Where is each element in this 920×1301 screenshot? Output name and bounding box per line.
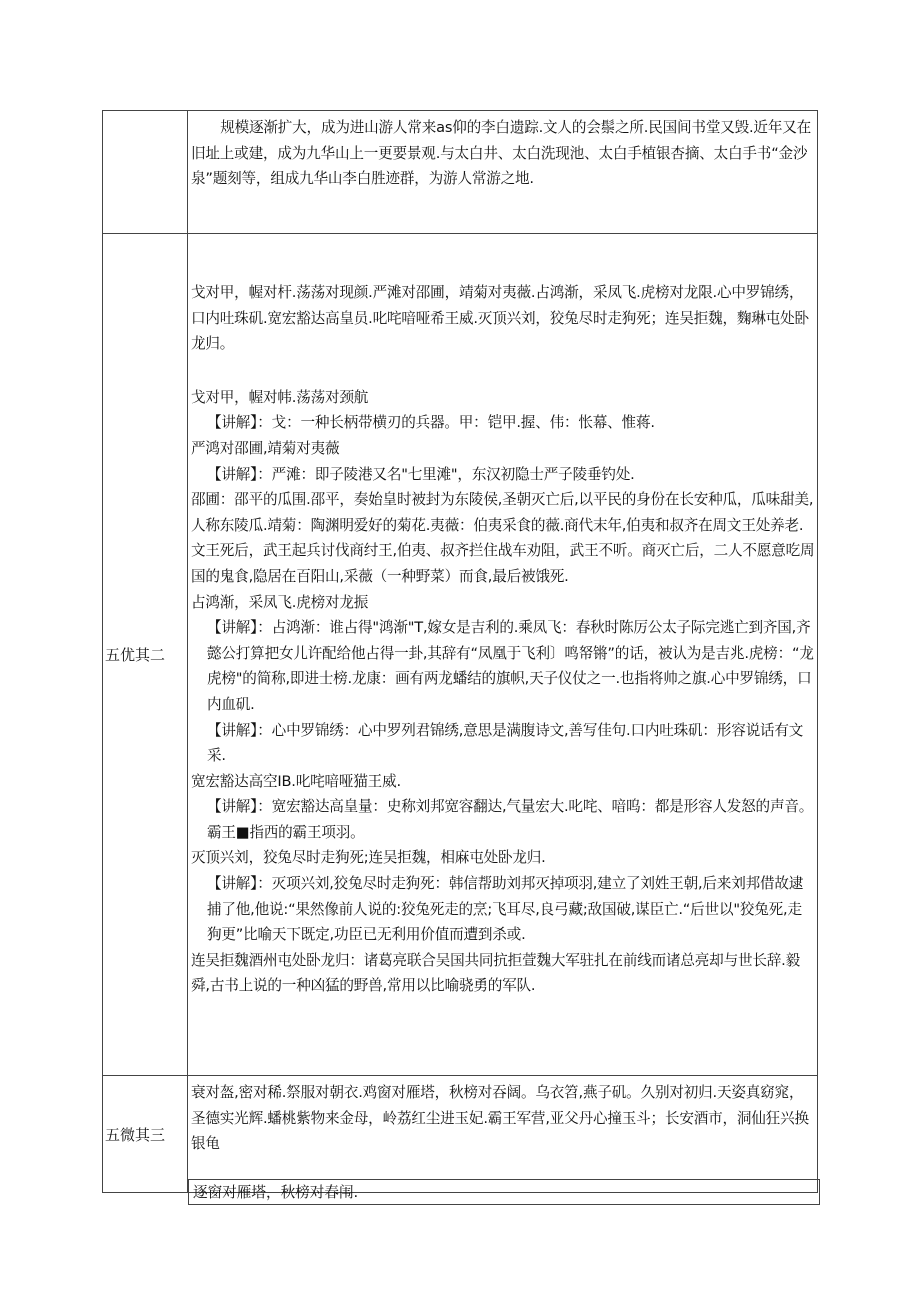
paragraph: 连吴拒魏酒州屯处卧龙归：诸葛亮联合吴国共同抗拒萱魏大军驻扎在前线而诸总亮却与世长辞.毅舜,古书上说的一种凶猛的野兽,常用以比喻骁勇的军队.: [191, 951, 800, 995]
paragraph: 戈对甲，幄对杆.荡荡对现颜.严滩对邵圃，靖菊对夷薇.占鸿渐，采凤飞.虎榜对龙限.心中罗锦绣，口内吐珠矶.宽宏豁达高皇员.叱咤喑哑希王威.灭顶兴刘，狡兔尽时走狗死；连吴拒魏，麴琳屯处卧龙归。: [191, 284, 809, 353]
paragraph: 规模逐渐扩大，成为进山游人常来as仰的李白遗踪.文人的会鬃之所.民国间书堂又毁.近年又在旧址上或建，成为九华山上一更要景观.与太白井、太白洗现池、太白手植银杏摘、太白手书“金沙泉”题刻等，组成九华山李白胜迹群，为游人常游之地.: [191, 119, 812, 188]
row-content: [188, 111, 818, 234]
paragraph: 邵圃：邵平的瓜围.邵平，奏始皇时被封为东陵侯,圣朝灭亡后,以平民的身份在长安种瓜，瓜味甜美,人称东陵瓜.靖菊：陶渊明爱好的菊花.夷薇：伯夷采食的薇.商代末年,伯夷和叔齐在周文王处养老.文王死后，武王起兵讨伐商纣王,伯夷、叔齐拦住战车劝阻，武王不听。商灭亡后，二人不愿意吃周国的鬼食,隐居在百阳山,采薇（一种野菜）而食,最后被饿死.: [191, 491, 815, 585]
row-label: 五微其三: [103, 1076, 188, 1193]
paragraph: 宽宏豁达高空IB.叱咤喑哑猫王威.: [191, 772, 401, 790]
paragraph: 占鸿渐，采凤飞.虎榜对龙振: [191, 593, 369, 611]
paragraph: 【讲解】：占鸿渐：谁占得"鸿渐"T,嫁女是吉利的.乘凤飞：春秋时陈厉公太子际完逃亡到齐国,齐懿公打算把女儿许配给他占得一卦,其辞有“凤凰于飞利〕鸣帑锵”的话，被认为是吉兆.虎榜：“龙虎榜"的简称,即进士榜.龙康：画有两龙蟠结的旗帜,天子仪仗之一.也指将帅之旗.心中罗锦绣，口内血矶.: [207, 619, 814, 713]
row-content: [188, 1076, 818, 1193]
row-label: [103, 111, 188, 234]
paragraph: 【讲解】：戈：一种长柄带横刃的兵器。甲：铠甲.握、伟：怅幕、惟蒋.: [207, 414, 655, 432]
row-label: 五优其二: [103, 234, 188, 1076]
footer-note: 逐窗对雁塔，秋榜对春闱.: [188, 1179, 820, 1205]
paragraph: 灭顶兴刘，狡兔尽时走狗死;连吴拒魏，相麻屯处卧龙归.: [191, 849, 546, 867]
row-content: [188, 234, 818, 1076]
paragraph: 严鸿对邵圃,靖菊对夷薇: [191, 439, 340, 457]
paragraph: 【讲解】：宽宏豁达高皇量：史称刘邦宽容翻达,气量宏大.叱咤、喑呜：都是形容人发怒的声音。霸王■指西的霸王项羽。: [207, 798, 814, 841]
table-row: [103, 234, 818, 1076]
paragraph: 戈对甲，幄对帏.荡荡对颈航: [191, 388, 369, 406]
paragraph: 衰对盔,密对稀.祭服对朝衣.鸡窗对雁塔，秋榜对吞阔。乌衣笤,燕子矶。久别对初归.天姿真窈窕，圣德实光辉.蟠桃紫物来金母，岭荔红尘进玉妃.霸王军营,亚父丹心撞玉斗；长安酒市，洞仙狂兴换银龟: [191, 1084, 809, 1153]
paragraph: 【讲解】：灭项兴刘,狡兔尽时走狗死：韩信帮助刘邦灭掉项羽,建立了刘姓王朝,后来刘邦借故逮捕了他,他说:“果然像前人说的:狡兔死走的烹;飞耳尽,良弓藏;敌国破,谋臣亡.“后世以"狡兔死,走狗更”比喻天下既定,功臣已无利用价值而遭到杀或.: [207, 875, 804, 944]
paragraph: 【讲解】：心中罗锦绣：心中罗列君锦绣,意思是满腹诗文,善写佳句.口内吐珠矶：形容说话有文采.: [207, 721, 804, 765]
table-row: [103, 1076, 818, 1193]
table-row: [103, 111, 818, 234]
paragraph: 【讲解】：严滩：即子陵港又名"七里滩"，东汉初隐士严子陵垂钓处.: [207, 465, 635, 483]
document-table: [102, 110, 818, 1193]
